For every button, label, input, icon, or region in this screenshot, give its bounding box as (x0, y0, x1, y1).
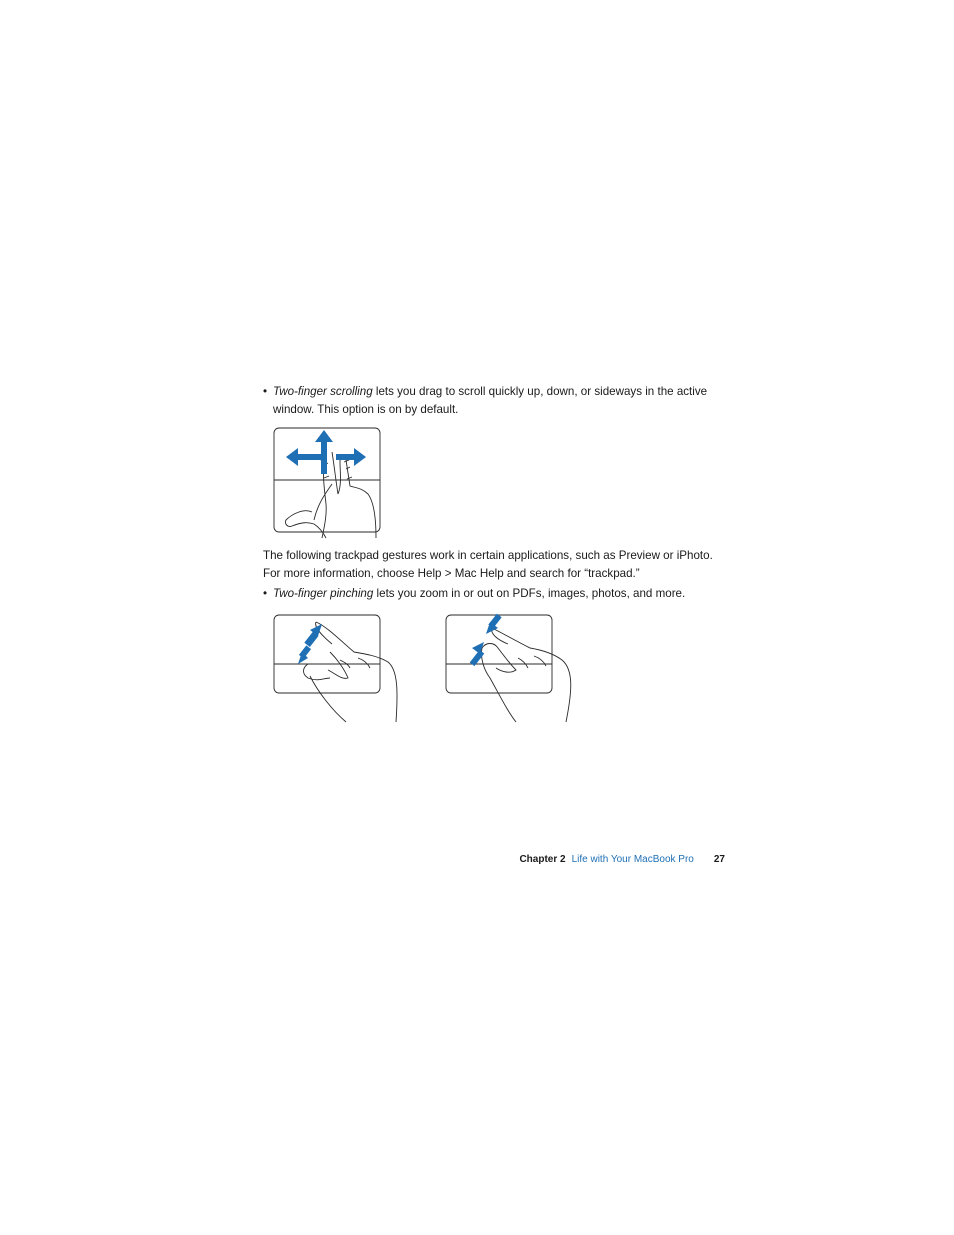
bullet-text (273, 585, 723, 603)
pinch-open-arrows-icon (298, 624, 322, 664)
knuckle-lines (340, 658, 370, 668)
bullet-term: Two-finger pinching (273, 587, 374, 600)
bullet-description: lets you zoom in or out on PDFs, images, photos, and more. (373, 587, 686, 600)
scroll-arrows-icon (286, 430, 366, 474)
trackpad-outline (446, 615, 552, 693)
bullet-text (273, 383, 723, 418)
knuckle-lines (518, 656, 546, 668)
scrolling-gesture-illustration (270, 424, 400, 542)
bullet-term: Two-finger scrolling (273, 385, 373, 398)
page-footer (480, 853, 725, 867)
footer-page-number: 27 (713, 854, 725, 865)
bullet-marker: • (263, 587, 268, 600)
hand-outline (481, 628, 570, 722)
paragraph-line-1: The following trackpad gestures work in certain applications, such as Preview or iPhoto. (263, 549, 713, 562)
gestures-paragraph (263, 547, 723, 582)
footer-chapter-title: Life with Your MacBook Pro (571, 854, 694, 865)
bullet-description: lets you drag to scroll quickly up, down, or sideways in the active window. This option is on by default. (273, 385, 708, 416)
pinch-close-arrows-icon (470, 614, 502, 667)
hand-outline (285, 452, 376, 538)
pinch-open-illustration (270, 612, 410, 727)
pinch-close-illustration (442, 612, 582, 727)
footer-chapter: Chapter 2 (519, 854, 566, 865)
paragraph-line-2: For more information, choose Help > Mac Help and search for “trackpad.” (263, 566, 640, 580)
bullet-marker: • (263, 385, 268, 398)
